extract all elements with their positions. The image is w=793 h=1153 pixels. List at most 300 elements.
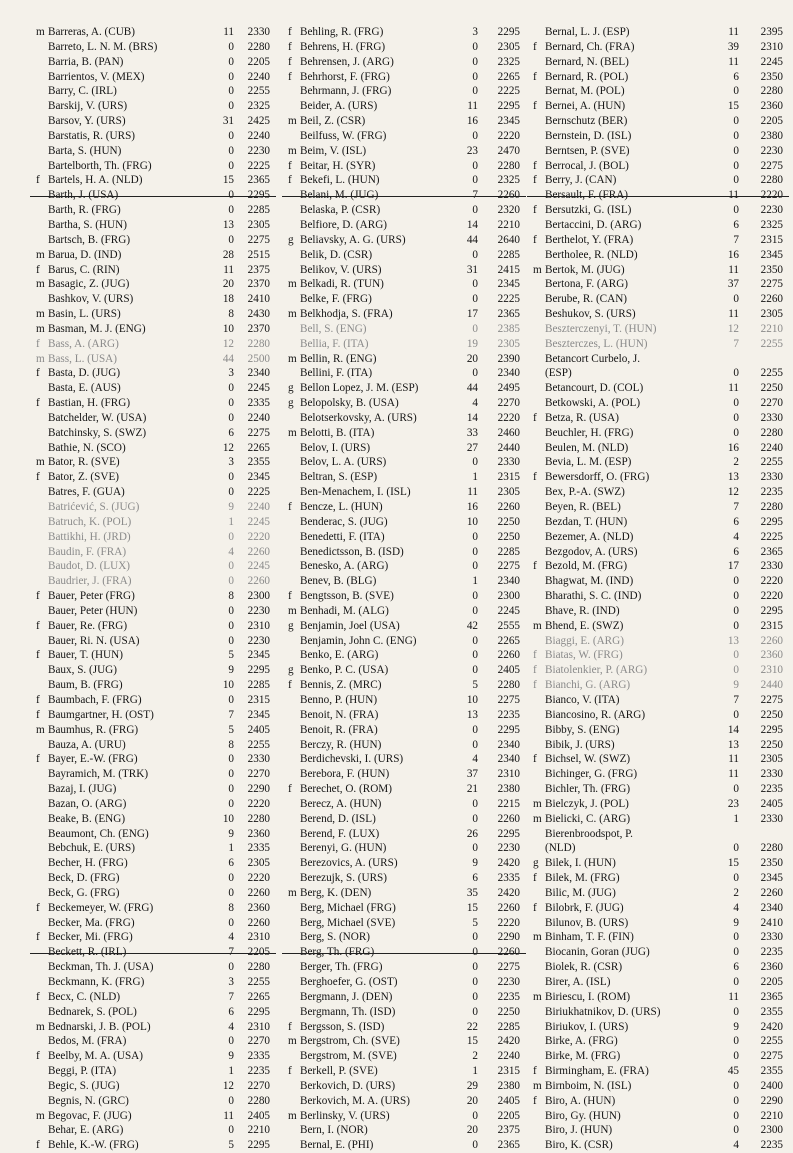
title-marker: f [533, 471, 537, 484]
games-count: 5 [472, 679, 478, 692]
player-name: Becker, Mi. (FRG) [48, 931, 133, 944]
title-marker: f [36, 931, 40, 944]
games-count: 0 [472, 961, 478, 974]
player-name: Berube, R. (CAN) [545, 293, 628, 306]
games-count: 8 [228, 738, 234, 751]
player-name: Barskij, V. (URS) [48, 100, 128, 113]
player-entry [36, 500, 270, 515]
games-count: 0 [472, 85, 478, 98]
player-entry [36, 470, 270, 485]
player-entry [533, 960, 783, 975]
player-entry [533, 827, 783, 842]
rating: 2260 [247, 916, 270, 929]
player-entry [533, 663, 783, 678]
games-count: 0 [733, 1109, 739, 1122]
rating: 2245 [247, 515, 270, 528]
title-marker: f [533, 411, 537, 424]
player-entry [288, 945, 520, 960]
player-entry [288, 1138, 520, 1153]
player-entry [533, 559, 783, 574]
rating: 2260 [497, 649, 520, 662]
player-entry [36, 678, 270, 693]
rating: 2345 [247, 471, 270, 484]
games-count: 7 [228, 946, 234, 959]
games-count: 5 [228, 1139, 234, 1152]
player-name: Benderac, S. (JUG) [300, 515, 388, 528]
player-entry [533, 574, 783, 589]
games-count: 0 [228, 1094, 234, 1107]
title-marker: m [533, 797, 542, 810]
player-name: Bernard, Ch. (FRA) [545, 40, 635, 53]
player-name: Berebora, F. (HUN) [300, 768, 390, 781]
rating: 2330 [760, 768, 783, 781]
player-name: (NLD) [545, 842, 576, 855]
player-name: Beim, V. (ISL) [300, 144, 367, 157]
player-entry [288, 1123, 520, 1138]
rating: 2230 [760, 204, 783, 217]
title-marker: m [533, 990, 542, 1003]
games-count: 0 [472, 1139, 478, 1152]
games-count: 3 [472, 26, 478, 38]
player-name: Basagic, Z. (JUG) [48, 278, 130, 291]
games-count: 0 [228, 70, 234, 83]
player-entry [36, 441, 270, 456]
player-name: Berg, S. (NOR) [300, 931, 371, 944]
games-count: 20 [466, 1094, 478, 1107]
player-name: Biro, A. (HUN) [545, 1094, 616, 1107]
player-entry [533, 515, 783, 530]
rating: 2470 [497, 144, 520, 157]
rating: 2360 [760, 100, 783, 113]
games-count: 0 [228, 55, 234, 68]
rating: 2240 [247, 70, 270, 83]
player-name: Bernat, M. (POL) [545, 85, 625, 98]
games-count: 44 [466, 382, 478, 395]
rating: 2405 [497, 664, 520, 677]
games-count: 0 [228, 797, 234, 810]
rating: 2405 [760, 797, 783, 810]
title-marker: f [533, 1094, 537, 1107]
rating: 2265 [247, 990, 270, 1003]
rating: 2280 [760, 85, 783, 98]
player-entry [36, 1123, 270, 1138]
rating: 2210 [497, 218, 520, 231]
rating: 2335 [497, 872, 520, 885]
player-entry [36, 455, 270, 470]
games-count: 0 [733, 708, 739, 721]
player-entry [288, 1020, 520, 1035]
player-name: Bilobrk, F. (JUG) [545, 901, 624, 914]
player-name: Bex, P.-A. (SWZ) [545, 486, 625, 499]
rating: 2290 [497, 931, 520, 944]
games-count: 9 [228, 664, 234, 677]
player-entry [36, 634, 270, 649]
games-count: 0 [733, 367, 739, 380]
player-name: Berecz, A. (HUN) [300, 797, 382, 810]
games-count: 11 [728, 753, 739, 766]
rating: 2255 [760, 367, 783, 380]
rating: 2420 [497, 857, 520, 870]
rating: 2220 [497, 916, 520, 929]
player-entry [288, 1049, 520, 1064]
player-entry [533, 678, 783, 693]
games-count: 6 [733, 515, 739, 528]
rating: 2345 [760, 248, 783, 261]
title-marker: f [36, 263, 40, 276]
games-count: 9 [228, 827, 234, 840]
rating: 2295 [497, 827, 520, 840]
player-entry [36, 901, 270, 916]
player-name: Becher, H. (FRG) [48, 857, 128, 870]
rating: 2205 [247, 946, 270, 959]
player-name: Bichinger, G. (FRG) [545, 768, 638, 781]
player-name: Basta, E. (AUS) [48, 382, 121, 395]
games-count: 10 [466, 515, 478, 528]
rating: 2260 [497, 946, 520, 959]
games-count: 16 [727, 441, 739, 454]
games-count: 0 [228, 783, 234, 796]
player-entry [533, 1094, 783, 1109]
player-name: Barry, C. (IRL) [48, 85, 117, 98]
player-name: Bauer, Ri. N. (USA) [48, 634, 140, 647]
player-entry [36, 708, 270, 723]
rating: 2310 [497, 768, 520, 781]
games-count: 17 [727, 560, 739, 573]
rating: 2410 [760, 916, 783, 929]
player-entry [533, 856, 783, 871]
games-count: 11 [728, 189, 739, 202]
player-name: Bernschutz (BER) [545, 115, 628, 128]
player-entry [533, 797, 783, 812]
games-count: 17 [466, 308, 478, 321]
rating: 2250 [497, 530, 520, 543]
games-count: 8 [228, 590, 234, 603]
player-entry [533, 1049, 783, 1064]
player-entry [36, 277, 270, 292]
title-marker: m [533, 263, 542, 276]
player-entry [533, 945, 783, 960]
player-entry [36, 84, 270, 99]
player-name: Bertona, F. (ARG) [545, 278, 628, 291]
player-name: Behle, K.-W. (FRG) [48, 1139, 139, 1152]
title-marker: m [288, 426, 297, 439]
player-name: Betkowski, A. (POL) [545, 397, 641, 410]
player-entry [36, 352, 270, 367]
games-count: 0 [228, 397, 234, 410]
games-count: 0 [472, 204, 478, 217]
player-entry [36, 1049, 270, 1064]
player-entry [36, 1064, 270, 1079]
title-marker: m [533, 619, 542, 632]
rating: 2395 [760, 26, 783, 38]
title-marker: f [36, 174, 40, 187]
player-entry [288, 188, 520, 203]
player-entry [288, 366, 520, 381]
rating: 2305 [247, 218, 270, 231]
player-entry [36, 322, 270, 337]
player-name: Berry, J. (CAN) [545, 174, 617, 187]
player-name: Belaska, P. (CSR) [300, 204, 381, 217]
rating: 2255 [760, 1035, 783, 1048]
player-name: Birmingham, E. (FRA) [545, 1065, 649, 1078]
player-name: Bielicki, C. (ARG) [545, 812, 631, 825]
title-marker: m [36, 278, 45, 291]
player-name: Bastian, H. (FRG) [48, 397, 131, 410]
games-count: 10 [222, 679, 234, 692]
player-entry [533, 1109, 783, 1124]
games-count: 6 [733, 961, 739, 974]
player-name: Benesko, A. (ARG) [300, 560, 389, 573]
games-count: 0 [733, 293, 739, 306]
player-entry [533, 381, 783, 396]
player-entry [533, 604, 783, 619]
player-entry [533, 752, 783, 767]
games-count: 7 [228, 990, 234, 1003]
player-name: Berthelot, Y. (FRA) [545, 233, 634, 246]
games-count: 6 [733, 70, 739, 83]
games-count: 0 [733, 842, 739, 855]
player-entry [36, 173, 270, 188]
player-entry [533, 366, 783, 381]
games-count: 0 [472, 560, 478, 573]
title-marker: f [288, 26, 292, 38]
player-name: Bellini, F. (ITA) [300, 367, 373, 380]
games-count: 0 [228, 961, 234, 974]
games-count: 0 [472, 990, 478, 1003]
rating: 2345 [497, 115, 520, 128]
player-entry [533, 812, 783, 827]
player-name: Bergmann, J. (DEN) [300, 990, 393, 1003]
games-count: 4 [228, 1020, 234, 1033]
rating: 2275 [497, 560, 520, 573]
title-marker: f [36, 619, 40, 632]
games-count: 0 [228, 40, 234, 53]
rating: 2235 [497, 708, 520, 721]
player-entry [288, 144, 520, 159]
player-name: Berechet, O. (ROM) [300, 783, 392, 796]
player-entry [533, 589, 783, 604]
player-name: Basin, L. (URS) [48, 308, 121, 321]
games-count: 11 [728, 55, 739, 68]
player-name: Beckmann, K. (FRG) [48, 976, 145, 988]
player-name: Beelby, M. A. (USA) [48, 1050, 143, 1063]
title-marker: f [533, 40, 537, 53]
rating: 2275 [497, 961, 520, 974]
player-name: Baumgartner, H. (OST) [48, 708, 154, 721]
player-name: Bartha, S. (HUN) [48, 218, 127, 231]
player-name: Batres, F. (GUA) [48, 486, 125, 499]
title-marker: g [288, 397, 294, 410]
rating: 2255 [247, 976, 270, 988]
games-count: 11 [728, 263, 739, 276]
player-entry [288, 545, 520, 560]
games-count: 10 [222, 812, 234, 825]
rating: 2265 [497, 634, 520, 647]
title-marker: f [533, 649, 537, 662]
games-count: 0 [228, 85, 234, 98]
games-count: 1 [472, 1065, 478, 1078]
player-name: Benko, E. (ARG) [300, 649, 379, 662]
games-count: 13 [727, 738, 739, 751]
title-marker: f [533, 174, 537, 187]
player-name: Birke, M. (FRG) [545, 1050, 621, 1063]
player-entry [288, 767, 520, 782]
rating: 2640 [497, 233, 520, 246]
games-count: 0 [733, 619, 739, 632]
games-count: 0 [733, 976, 739, 988]
rating: 2330 [760, 411, 783, 424]
rating: 2330 [247, 26, 270, 38]
player-entry [288, 723, 520, 738]
rating: 2245 [760, 55, 783, 68]
games-count: 13 [727, 471, 739, 484]
player-name: Bielczyk, J. (POL) [545, 797, 629, 810]
title-marker: m [288, 1109, 297, 1122]
rating: 2255 [760, 456, 783, 469]
player-name: Bernard, N. (BEL) [545, 55, 629, 68]
player-name: Bharathi, S. C. (IND) [545, 590, 642, 603]
rating: 2235 [760, 486, 783, 499]
rating: 2440 [760, 679, 783, 692]
player-entry [288, 1064, 520, 1079]
rating: 2405 [497, 1094, 520, 1107]
player-name: Bertholee, R. (NLD) [545, 248, 638, 261]
player-entry [533, 173, 783, 188]
player-entry [288, 738, 520, 753]
title-marker: f [288, 679, 292, 692]
player-entry [36, 203, 270, 218]
player-name: Bauer, T. (HUN) [48, 649, 123, 662]
rating: 2280 [760, 842, 783, 855]
games-count: 11 [728, 382, 739, 395]
rating: 2235 [760, 946, 783, 959]
player-entry [288, 841, 520, 856]
player-entry [533, 545, 783, 560]
rating: 2325 [497, 174, 520, 187]
games-count: 5 [472, 916, 478, 929]
player-entry [288, 886, 520, 901]
player-entry [36, 930, 270, 945]
rating: 2405 [247, 723, 270, 736]
title-marker: f [36, 590, 40, 603]
player-name: Beggi, P. (ITA) [48, 1065, 117, 1078]
player-entry [288, 648, 520, 663]
title-marker: f [533, 159, 537, 172]
games-count: 0 [733, 575, 739, 588]
rating: 2305 [497, 486, 520, 499]
player-entry [288, 871, 520, 886]
player-entry [533, 411, 783, 426]
title-marker: f [36, 693, 40, 706]
player-entry [288, 930, 520, 945]
player-entry [36, 1138, 270, 1153]
player-entry [36, 55, 270, 70]
rating: 2335 [247, 1050, 270, 1063]
player-name: Baux, S. (JUG) [48, 664, 117, 677]
player-entry [288, 218, 520, 233]
games-count: 0 [472, 946, 478, 959]
games-count: 4 [228, 931, 234, 944]
player-entry [36, 188, 270, 203]
player-name: Battikhi, H. (JRD) [48, 530, 131, 543]
player-name: Bayramich, M. (TRK) [48, 768, 149, 781]
player-entry [36, 574, 270, 589]
games-count: 0 [472, 174, 478, 187]
rating: 2330 [497, 456, 520, 469]
games-count: 0 [733, 411, 739, 424]
player-name: Beyen, R. (BEL) [545, 501, 621, 513]
games-count: 37 [727, 278, 739, 291]
player-entry [288, 856, 520, 871]
games-count: 4 [228, 545, 234, 558]
title-marker: m [36, 352, 45, 365]
player-entry [36, 70, 270, 85]
player-name: Betancourt, D. (COL) [545, 382, 644, 395]
rating: 2410 [247, 293, 270, 306]
rating: 2235 [760, 1139, 783, 1152]
rating: 2370 [247, 322, 270, 335]
games-count: 3 [228, 367, 234, 380]
rating: 2280 [247, 40, 270, 53]
player-entry [533, 1123, 783, 1138]
games-count: 35 [466, 886, 478, 899]
player-name: Benjamin, John C. (ENG) [300, 634, 417, 647]
games-count: 0 [472, 1109, 478, 1122]
player-name: Bednarek, S. (POL) [48, 1005, 137, 1018]
rating: 2340 [497, 738, 520, 751]
player-name: Bibik, J. (URS) [545, 738, 615, 751]
player-name: Bern, I. (NOR) [300, 1124, 368, 1137]
player-entry [533, 990, 783, 1005]
player-entry [533, 396, 783, 411]
rating: 2295 [497, 26, 520, 38]
player-entry [533, 723, 783, 738]
player-name: Beckemeyer, W. (FRG) [48, 901, 154, 914]
rating: 2260 [760, 293, 783, 306]
player-name: Batchelder, W. (USA) [48, 411, 147, 424]
rating: 2220 [760, 575, 783, 588]
games-count: 7 [733, 693, 739, 706]
games-count: 0 [733, 590, 739, 603]
rating: 2235 [497, 990, 520, 1003]
games-count: 7 [733, 233, 739, 246]
player-name: Berezujk, S. (URS) [300, 872, 388, 885]
title-marker: f [288, 40, 292, 53]
games-count: 2 [733, 456, 739, 469]
rating: 2430 [247, 308, 270, 321]
games-count: 31 [466, 263, 478, 276]
player-name: Bellia, F. (ITA) [300, 337, 369, 350]
player-name: Beitar, H. (SYR) [300, 159, 376, 172]
rating: 2245 [497, 604, 520, 617]
player-name: Bell, S. (ENG) [300, 322, 367, 335]
games-count: 0 [228, 916, 234, 929]
rating: 2460 [497, 426, 520, 439]
player-entry [288, 916, 520, 931]
games-count: 11 [728, 26, 739, 38]
title-marker: f [533, 560, 537, 573]
player-name: Beckett, R. (IRL) [48, 946, 127, 959]
games-count: 6 [472, 872, 478, 885]
games-count: 6 [228, 857, 234, 870]
player-name: Betancort Curbelo, J. [545, 352, 641, 365]
rating: 2280 [247, 812, 270, 825]
rating: 2250 [497, 515, 520, 528]
rating: 2275 [247, 426, 270, 439]
games-count: 0 [228, 604, 234, 617]
games-count: 4 [733, 901, 739, 914]
player-entry [36, 648, 270, 663]
